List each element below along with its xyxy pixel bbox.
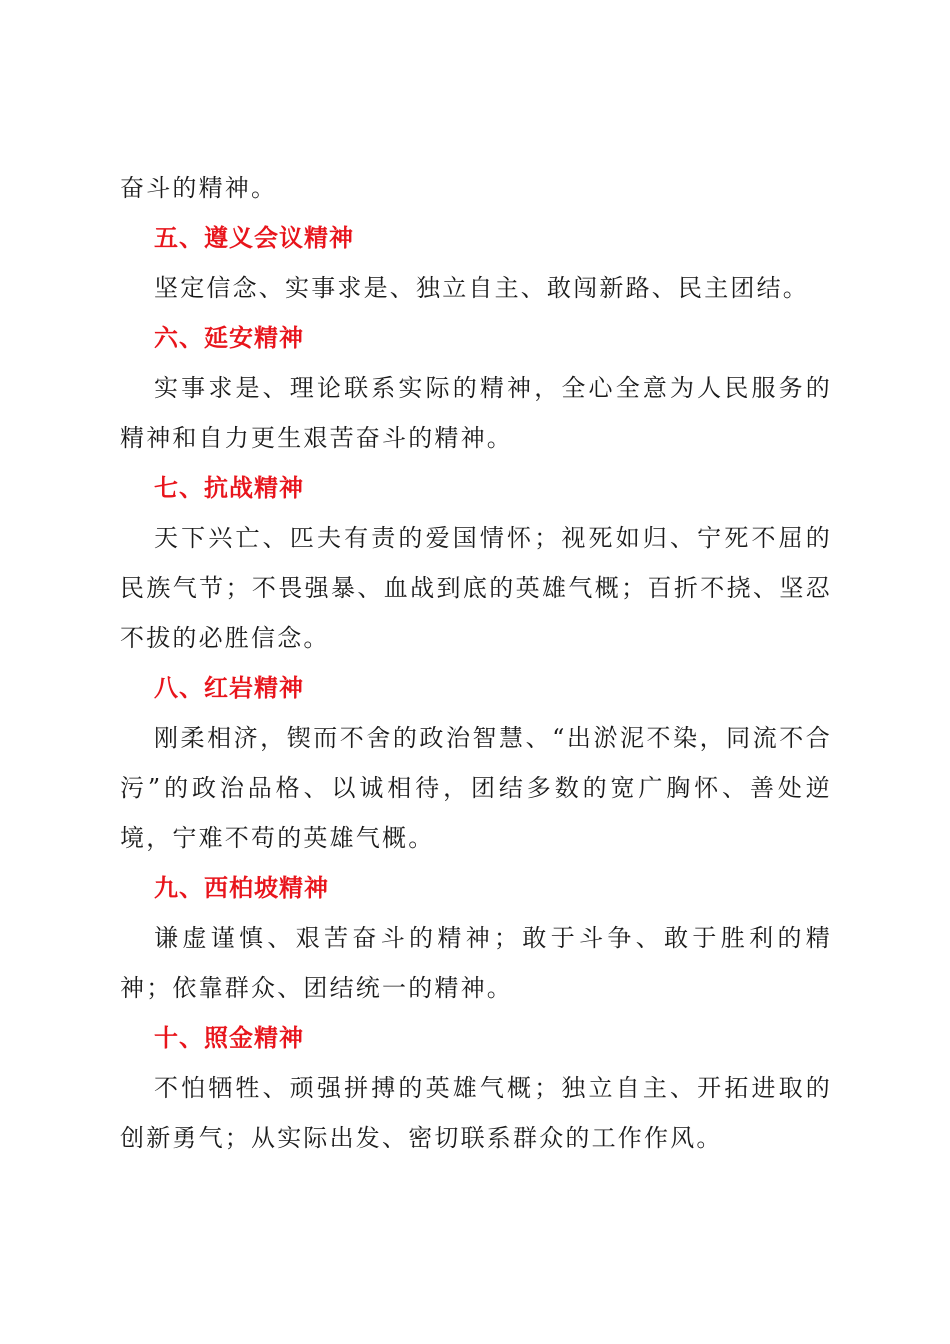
section-paragraph-8: 刚柔相济，锲而不舍的政治智慧、“出淤泥不染，同流不合污”的政治品格、以诚相待，团结多数的宽广胸怀、善处逆境，宁难不苟的英雄气概。 <box>120 724 832 852</box>
section-heading-10: 十、照金精神 <box>154 1024 304 1052</box>
section-heading-6: 六、延安精神 <box>154 324 304 352</box>
section-heading-7: 七、抗战精神 <box>154 474 304 502</box>
section-heading-9: 九、西柏坡精神 <box>154 874 329 902</box>
section-paragraph-7: 天下兴亡、匹夫有责的爱国情怀；视死如归、宁死不屈的民族气节；不畏强暴、血战到底的英雄气概；百折不挠、坚忍不拔的必胜信念。 <box>120 524 832 652</box>
section-paragraph-10: 不怕牺牲、顽强拼搏的英雄气概；独立自主、开拓进取的创新勇气；从实际出发、密切联系群众的工作作风。 <box>120 1074 832 1152</box>
section-heading-8: 八、红岩精神 <box>154 674 304 702</box>
section-paragraph-6: 实事求是、理论联系实际的精神，全心全意为人民服务的精神和自力更生艰苦奋斗的精神。 <box>120 374 832 452</box>
section-paragraph-5: 坚定信念、实事求是、独立自主、敢闯新路、民主团结。 <box>154 274 809 302</box>
section-paragraph-9: 谦虚谨慎、艰苦奋斗的精神；敢于斗争、敢于胜利的精神；依靠群众、团结统一的精神。 <box>120 924 832 1002</box>
section-heading-5: 五、遵义会议精神 <box>154 224 354 252</box>
document-body <box>120 163 832 1163</box>
continuation-text: 奋斗的精神。 <box>120 174 278 202</box>
